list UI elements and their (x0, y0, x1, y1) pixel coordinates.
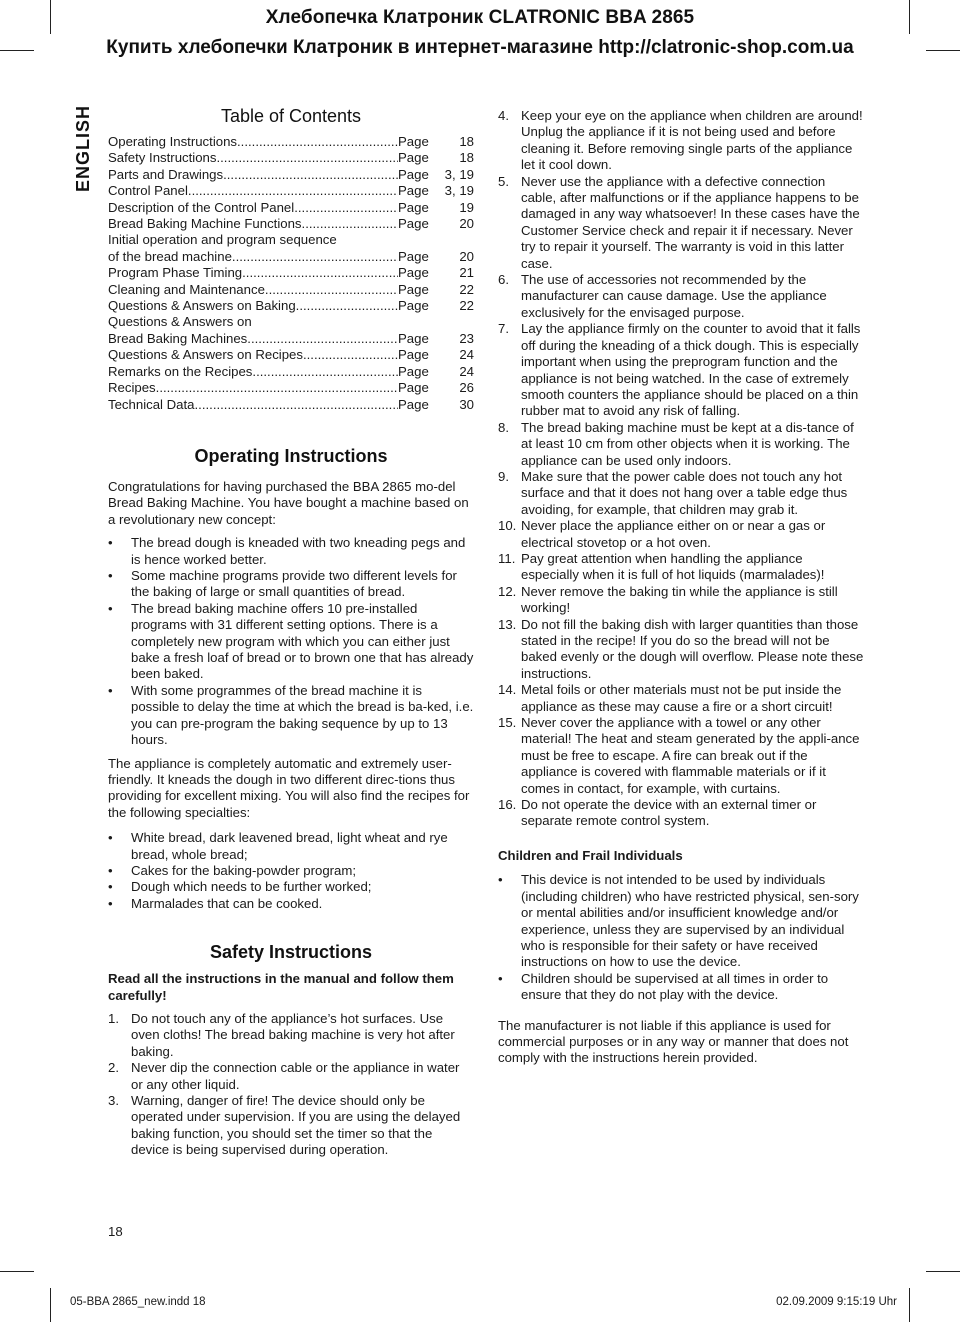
safety-item-number: 2. (108, 1060, 119, 1076)
safety-item-text: Make sure that the power cable does not touch any hot surface and that it does not hang over a table edge thus avoiding, for example, that children may grab it. (521, 468, 848, 517)
toc-entry (108, 183, 474, 199)
toc-leader-dots (242, 265, 398, 281)
toc-entry-label-line: Initial operation and program sequence (108, 232, 337, 248)
toc-page-number: 22 (459, 281, 474, 297)
toc-page-word: Page (398, 363, 429, 379)
safety-continued-section (498, 108, 864, 1067)
toc-entry (108, 200, 474, 216)
safety-item-text: Never use the appliance with a defective connection cable, after malfunctions or if the appliance happens to be damaged in any way whatsoever! In these cases have the Customer Service check and repair it if necessary. Never try to repair it yourself. The warranty is void in this latter case. (521, 173, 860, 271)
safety-item-number: 6. (498, 272, 509, 288)
toc-page-number: 3, 19 (444, 166, 474, 182)
safety-item-text: Warning, danger of fire! The device should only be operated under supervision. If you are using the delayed baking function, you should set the timer so that the device is being supervised during operation. (131, 1093, 461, 1158)
crop-mark (0, 50, 34, 51)
safety-item-text: Do not touch any of the appliance’s hot surfaces. Use oven cloths! The bread baking machine is very hot after baking. (131, 1010, 455, 1059)
safety-item-text: Lay the appliance firmly on the counter to avoid that it falls off during the kneading of a thick dough. This is especially important when using the preprogram function and the appliance is not being watched. In the case of extremely smooth counters the appliance should be placed on a thin rubber mat to avoid any risk of falling. (521, 321, 861, 419)
safety-item-number: 1. (108, 1010, 119, 1026)
children-item: • Children should be supervised at all times in order to ensure that they do not play with the device. (498, 971, 864, 1004)
safety-item-number: 15. (498, 715, 517, 731)
children-title: Children and Frail Individuals (498, 847, 683, 863)
toc-page-number: 21 (459, 265, 474, 281)
liability-note: The manufacturer is not liable if this appliance is used for commercial purposes or in any way or manner that does not comply with the instructions herein provided. (498, 1017, 849, 1066)
safety-item-text: Keep your eye on the appliance when children are around! Unplug the appliance if it is not being used and before cleaning it. Before removing single parts of the appliance let it cool down. (521, 108, 863, 173)
specialty-item: • White bread, dark leavened bread, light wheat and rye bread, whole bread; (108, 830, 474, 863)
toc-page-number: 20 (459, 216, 474, 232)
safety-item-number: 10. (498, 518, 517, 534)
safety-item (498, 551, 864, 584)
toc-leader-dots (294, 200, 398, 216)
toc-entry-label: Remarks on the Recipes (108, 363, 253, 379)
toc-page-number: 22 (459, 298, 474, 314)
toc-entry-label-line: Questions & Answers on (108, 314, 252, 330)
toc-entry-label: Description of the Control Panel (108, 199, 295, 215)
toc-page-word: Page (398, 298, 429, 314)
feature-item: • With some programmes of the bread machine it is possible to delay the time at which the bread is ba-ked, i.e. you can pre-program the baking sequence by up to 13 hours. (108, 683, 474, 749)
toc-entry (108, 380, 474, 396)
safety-item-text: Pay great attention when handling the appliance especially when it is full of hot liquids (marmalades)! (521, 550, 825, 583)
safety-title: Safety Instructions (209, 942, 373, 963)
safety-item-number: 16. (498, 797, 517, 813)
toc-page-word: Page (398, 396, 429, 412)
toc-leader-dots (252, 364, 398, 380)
crop-mark (926, 50, 960, 51)
safety-item-number: 4. (498, 108, 509, 123)
toc-entry (108, 150, 474, 166)
safety-item-text: Metal foils or other materials must not be put inside the appliance as these may cause a fire or a short circuit! (521, 682, 842, 714)
safety-item (498, 617, 864, 683)
safety-item (498, 174, 864, 272)
safety-item (498, 420, 864, 469)
toc-entry (108, 282, 474, 298)
toc-page-word: Page (398, 166, 429, 182)
safety-item (498, 797, 864, 830)
feature-list (108, 535, 474, 748)
safety-lead: Read all the instructions in the manual and follow them carefully! (108, 971, 454, 1003)
toc-page-word: Page (398, 380, 429, 396)
toc-page-word: Page (398, 248, 429, 264)
toc-page-word: Page (398, 183, 429, 199)
toc-entry (108, 249, 474, 265)
safety-list-left (108, 1011, 474, 1159)
feature-item: • The bread baking machine offers 10 pre-installed programs with 31 different setting options. There is a completely new program with which you can either just bake a fresh loaf of bread or to brown one that has already been baked. (108, 601, 474, 683)
toc-entry-label: Bread Baking Machines (108, 330, 248, 346)
safety-item-text: Never dip the connection cable or the appliance in water or any other liquid. (131, 1060, 460, 1092)
safety-item-text: Do not operate the device with an external timer or separate remote control system. (521, 797, 817, 829)
specialty-item: • Marmalades that can be cooked. (108, 896, 474, 912)
specialty-item: • Cakes for the baking-powder program; (108, 863, 474, 879)
toc-title: Table of Contents (220, 106, 362, 126)
safety-item-text: Do not fill the baking dish with larger quantities than those stated in the recipe! If you do so the bread will not be baked evenly or the dough will overflow. Please note these instructions. (521, 616, 864, 681)
toc-entry (108, 397, 474, 413)
toc-leader-dots (247, 331, 398, 347)
safety-item-text: Never place the appliance either on or near a gas or electrical stovetop or a hot oven. (521, 518, 826, 550)
safety-item-text: The bread baking machine must be kept at a dis-tance of at least 10 cm from other objects when it is working. The appliance can be used only indoors. (521, 419, 854, 468)
toc-entry-label: Bread Baking Machine Functions (108, 216, 302, 232)
toc-entry-label: Questions & Answers on Recipes (108, 347, 303, 363)
operating-para: The appliance is completely automatic and extremely user-friendly. It kneads the dough in two different direc-tions thus providing for excellent mixing. You will also find the recipes for the following specialties: (108, 755, 470, 820)
toc-entry-label: Control Panel (108, 183, 188, 199)
safety-item-number: 3. (108, 1093, 119, 1108)
safety-item (498, 108, 864, 174)
toc-leader-dots (265, 282, 398, 298)
toc-entry-label: Cleaning and Maintenance (108, 281, 265, 297)
toc-page-word: Page (398, 150, 429, 166)
specialty-item: • Dough which needs to be further worked; (108, 879, 474, 895)
safety-item-number: 13. (498, 616, 517, 632)
toc-page-number: 18 (459, 134, 474, 149)
safety-item (498, 518, 864, 551)
toc-page-number: 24 (459, 363, 474, 379)
safety-item (498, 682, 864, 715)
toc-entry-label: Program Phase Timing (108, 265, 243, 281)
language-tab: ENGLISH (73, 104, 93, 192)
crop-mark (50, 1288, 51, 1322)
feature-item: • The bread dough is kneaded with two kneading pegs and is hence worked better. (108, 535, 474, 568)
header-title: Хлебопечка Клатроник CLATRONIC BBA 2865 (265, 7, 695, 28)
toc-page-number: 30 (459, 396, 474, 412)
toc-entry (108, 167, 474, 183)
toc-entry (108, 347, 474, 363)
toc-page-number: 18 (459, 150, 474, 166)
operating-section (108, 446, 474, 1159)
toc-page-number: 24 (459, 347, 474, 363)
safety-item-number: 12. (498, 583, 517, 599)
toc-entry (108, 134, 474, 150)
toc-leader-dots (303, 347, 398, 363)
toc-page-number: 19 (459, 199, 474, 215)
safety-item (498, 715, 864, 797)
toc-leader-dots (216, 150, 398, 166)
toc-entry (108, 364, 474, 380)
toc-leader-dots (302, 216, 398, 232)
toc-leader-dots (232, 249, 398, 265)
toc-entry-label: Parts and Drawings (108, 166, 224, 182)
toc-page-number: 26 (459, 380, 474, 396)
toc-page-number: 23 (459, 330, 474, 346)
safety-item-number: 7. (498, 321, 509, 337)
toc-page-word: Page (398, 199, 429, 215)
crop-mark (909, 0, 910, 34)
toc-leader-dots (156, 380, 398, 396)
children-list (498, 872, 864, 1003)
specialties-list (108, 830, 474, 912)
toc-leader-dots (223, 167, 398, 183)
toc-entry (108, 265, 474, 281)
toc-entry-label: Operating Instructions (108, 134, 238, 149)
toc-entry-label: Recipes (108, 380, 156, 396)
toc-page-word: Page (398, 134, 429, 149)
toc-page-word: Page (398, 265, 429, 281)
safety-item-number: 9. (498, 468, 509, 484)
page-number: 18 (108, 1224, 123, 1239)
feature-item: • Some machine programs provide two different levels for the baking of large or small quantities of bread. (108, 568, 474, 601)
table-of-contents (108, 134, 474, 413)
toc-entry (108, 331, 474, 347)
toc-entry (108, 216, 474, 232)
toc-leader-dots (237, 134, 398, 150)
toc-entry-label: Questions & Answers on Baking (108, 298, 296, 314)
date-slug: 02.09.2009 9:15:19 Uhr (776, 1296, 897, 1308)
children-item: • This device is not intended to be used by individuals (including children) who have restricted physical, sen-sory or mental abilities and/or insufficient knowledge and/or experience, unless they are supervised by an individual who is responsible for their safety or have received instructions on how to use the device. (498, 872, 864, 970)
toc-entry-label: Technical Data (108, 396, 195, 412)
header-shop-line: Купить хлебопечки Клатроник в интернет-магазине http://clatronic-shop.com.ua (106, 37, 854, 58)
toc-entry (108, 298, 474, 314)
crop-mark (909, 1288, 910, 1322)
toc-page-word: Page (398, 347, 429, 363)
operating-title: Operating Instructions (194, 446, 388, 466)
safety-item (108, 1060, 474, 1093)
safety-item-number: 11. (498, 550, 516, 566)
safety-item-number: 8. (498, 419, 509, 435)
file-slug: 05-BBA 2865_new.indd 18 (70, 1296, 206, 1308)
safety-item (498, 321, 864, 419)
safety-item-number: 14. (498, 682, 517, 698)
safety-item (498, 584, 864, 617)
toc-page-number: 20 (459, 248, 474, 264)
safety-item (108, 1093, 474, 1159)
safety-item-text: The use of accessories not recommended by the manufacturer can cause damage. Use the appliance exclusively for the envisaged purpose. (521, 272, 827, 320)
toc-entry-label: of the bread machine (108, 248, 232, 264)
crop-mark (926, 1271, 960, 1272)
toc-entry-label: Safety Instructions (108, 150, 217, 166)
safety-item-text: Never cover the appliance with a towel or any other material! The heat and steam generated by the appli-ance must be free to escape. A fire can break out if the appliance is covered with flammable materials or if it comes in contact, for example, with curtains. (521, 715, 860, 796)
toc-leader-dots (296, 298, 398, 314)
crop-mark (50, 0, 51, 34)
operating-intro: Congratulations for having purchased the BBA 2865 mo-del Bread Baking Machine. You have bought a machine based on a revolutionary new concept: (108, 479, 469, 527)
safety-list-right (498, 108, 864, 830)
toc-page-word: Page (398, 281, 429, 297)
toc-page-word: Page (398, 330, 429, 346)
safety-item (498, 469, 864, 518)
crop-mark (0, 1271, 34, 1272)
toc-page-word: Page (398, 216, 429, 232)
safety-item-text: Never remove the baking tin while the appliance is still working! (521, 583, 838, 616)
toc-page-number: 3, 19 (444, 183, 474, 199)
safety-item (498, 272, 864, 321)
toc-leader-dots (188, 183, 398, 199)
safety-item-number: 5. (498, 173, 509, 189)
safety-item (108, 1011, 474, 1060)
toc-leader-dots (195, 397, 399, 413)
